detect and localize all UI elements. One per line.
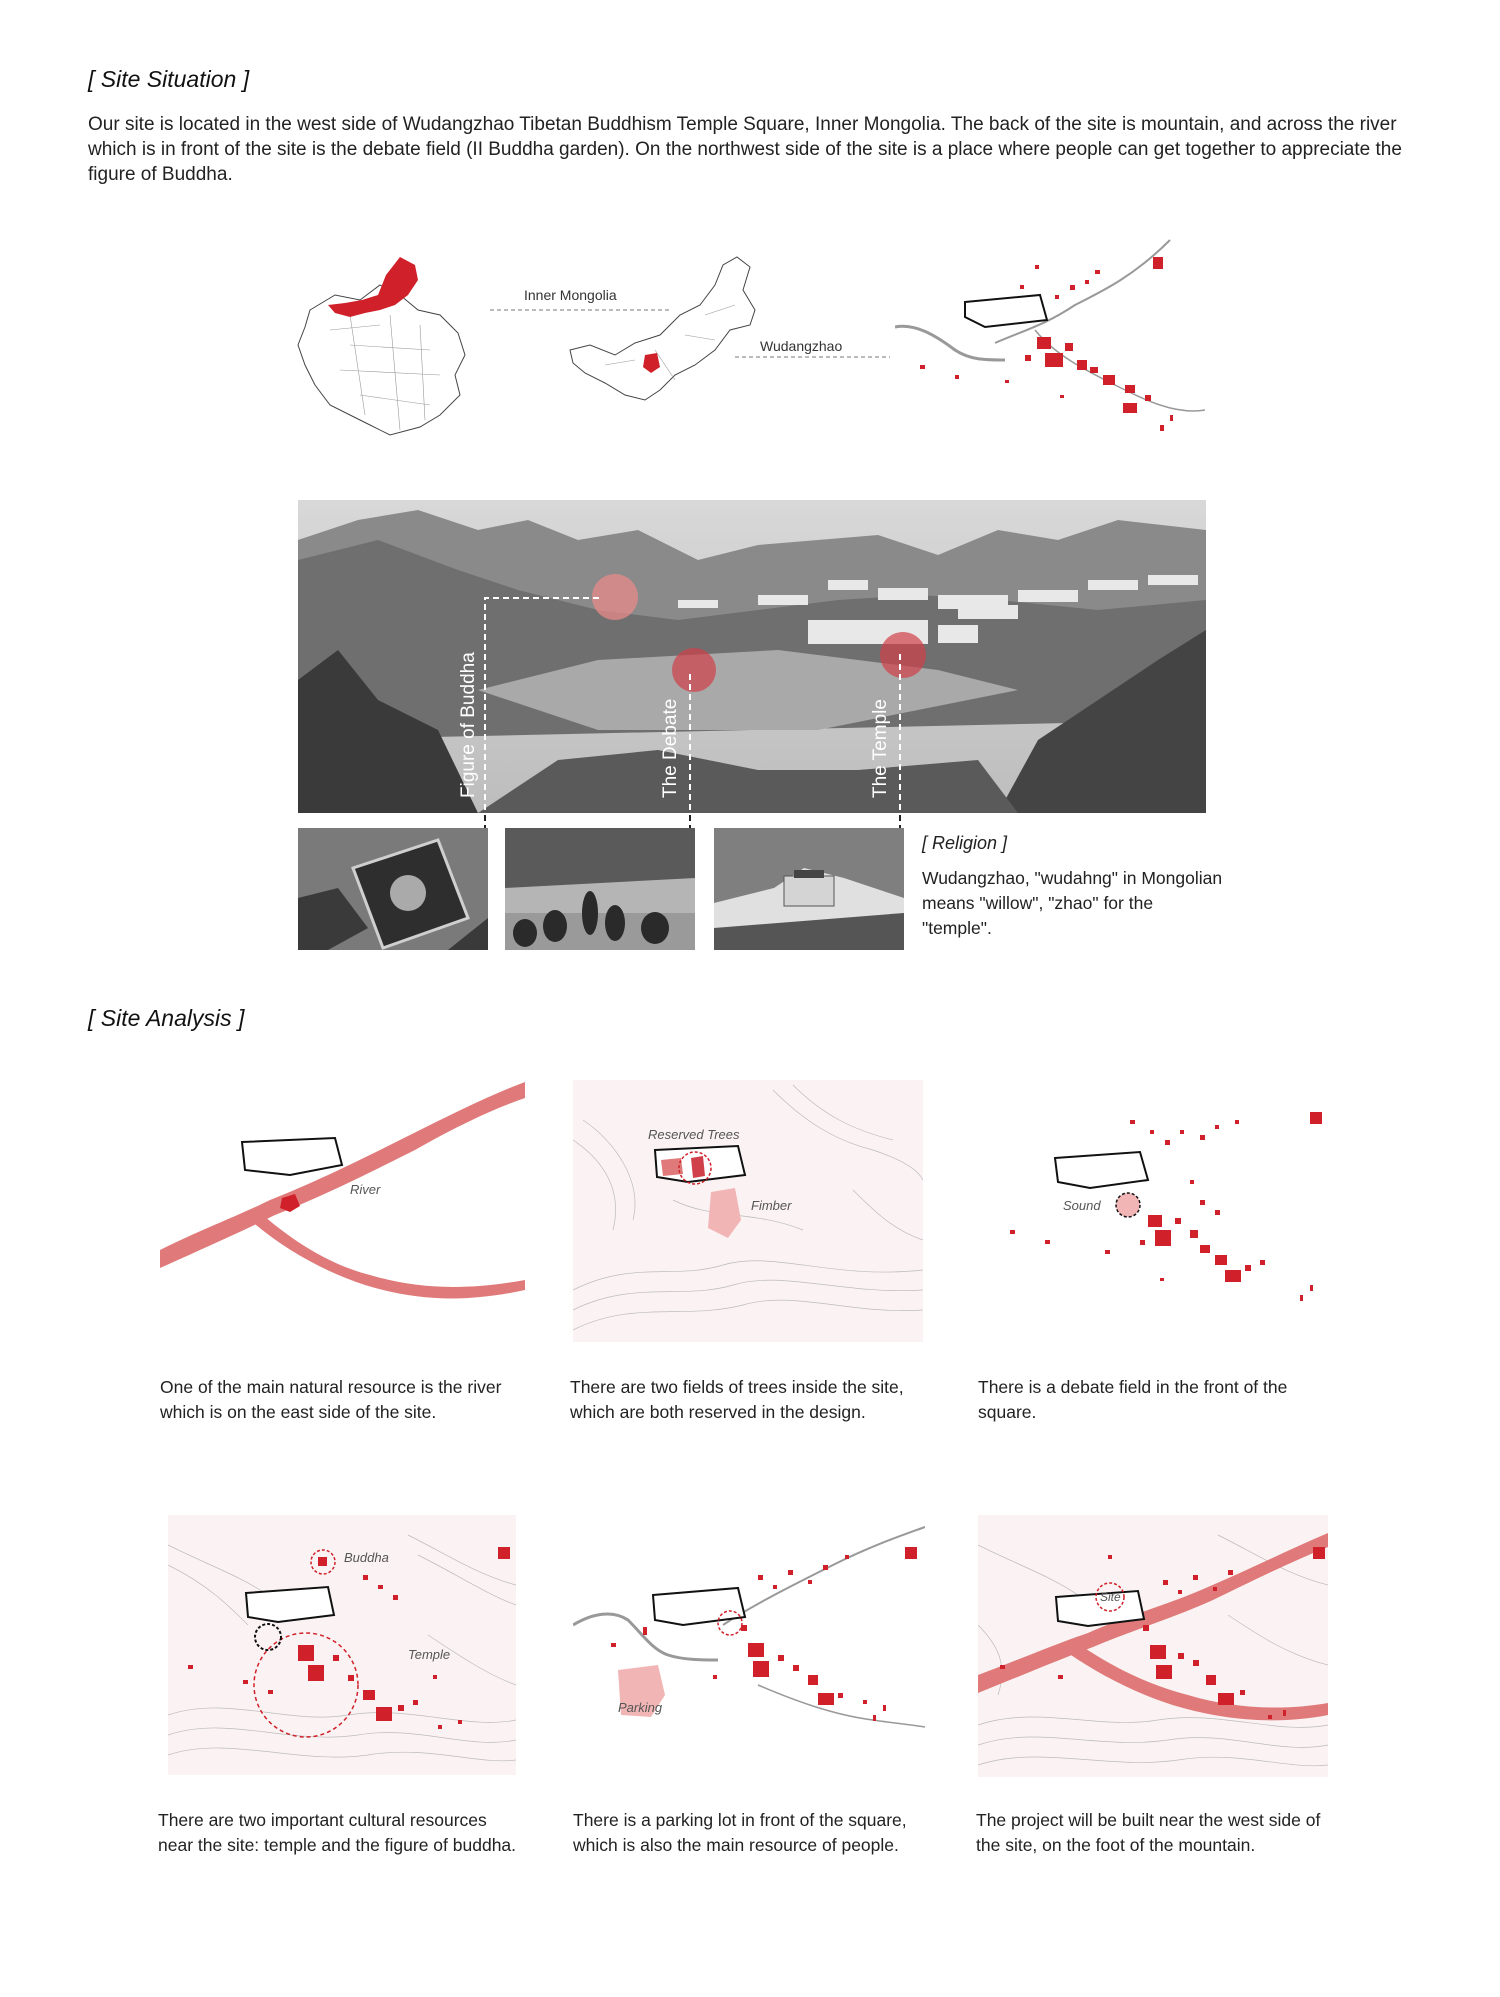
figure-of-buddha-label: Figure of Buddha xyxy=(458,652,479,798)
site-intro-paragraph: Our site is located in the west side of Wudangzhao Tibetan Buddhism Temple Square, Inner Mongolia. The back of the site is mountain, and across the river which is in front of the site is the debate field (II Buddha garden). On the northwest side of the site is a place where people can get together to appreciate the figure of Buddha. xyxy=(88,114,1402,185)
river-diagram xyxy=(160,1080,525,1302)
sound-label: Sound xyxy=(1063,1198,1101,1213)
temple-label: Temple xyxy=(408,1647,451,1662)
site-situation-heading: [ Site Situation ] xyxy=(88,66,250,92)
caption-debate: There is a debate field in the front of the square. xyxy=(978,1377,1288,1422)
caption-site: The project will be built near the west side of the site, on the foot of the mountain. xyxy=(976,1810,1321,1855)
religion-heading: [ Religion ] xyxy=(922,833,1008,853)
the-temple-label: The Temple xyxy=(870,699,891,798)
panorama-dashed-leaders xyxy=(480,590,905,850)
thangka-photo xyxy=(298,828,488,950)
fimber-label: Fimber xyxy=(751,1198,792,1213)
reserved-trees-diagram xyxy=(573,1080,923,1342)
parking-diagram xyxy=(573,1525,925,1740)
caption-cultural: There are two important cultural resources near the site: temple and the figure of buddha. xyxy=(158,1810,517,1855)
debate-photo xyxy=(505,828,695,950)
caption-river: One of the main natural resource is the river which is on the east side of the site. xyxy=(160,1377,502,1422)
the-debate-label: The Debate xyxy=(660,698,681,798)
religion-text: Wudangzhao, "wudahng" in Mongolian means "willow", "zhao" for the "temple". xyxy=(922,868,1223,938)
project-site-diagram xyxy=(978,1515,1328,1777)
temple-photo xyxy=(714,828,904,950)
inner-mongolia-label: Inner Mongolia xyxy=(524,287,617,303)
site-map-top xyxy=(895,235,1215,435)
site-label: Site xyxy=(1100,1590,1121,1604)
buddha-label: Buddha xyxy=(344,1550,389,1565)
china-map xyxy=(290,255,490,440)
site-analysis-heading: [ Site Analysis ] xyxy=(88,1005,245,1031)
debate-field-diagram xyxy=(1000,1100,1335,1315)
cultural-resources-diagram xyxy=(168,1515,516,1775)
parking-label: Parking xyxy=(618,1700,663,1715)
caption-parking: There is a parking lot in front of the square, which is also the main resource of people. xyxy=(573,1810,907,1855)
inner-mongolia-map xyxy=(565,255,770,405)
dashed-leader-2 xyxy=(735,352,895,367)
caption-trees: There are two fields of trees inside the site, which are both reserved in the design. xyxy=(570,1377,904,1422)
river-label: River xyxy=(350,1182,381,1197)
wudangzhao-label: Wudangzhao xyxy=(760,338,843,354)
reserved-trees-label: Reserved Trees xyxy=(648,1127,740,1142)
